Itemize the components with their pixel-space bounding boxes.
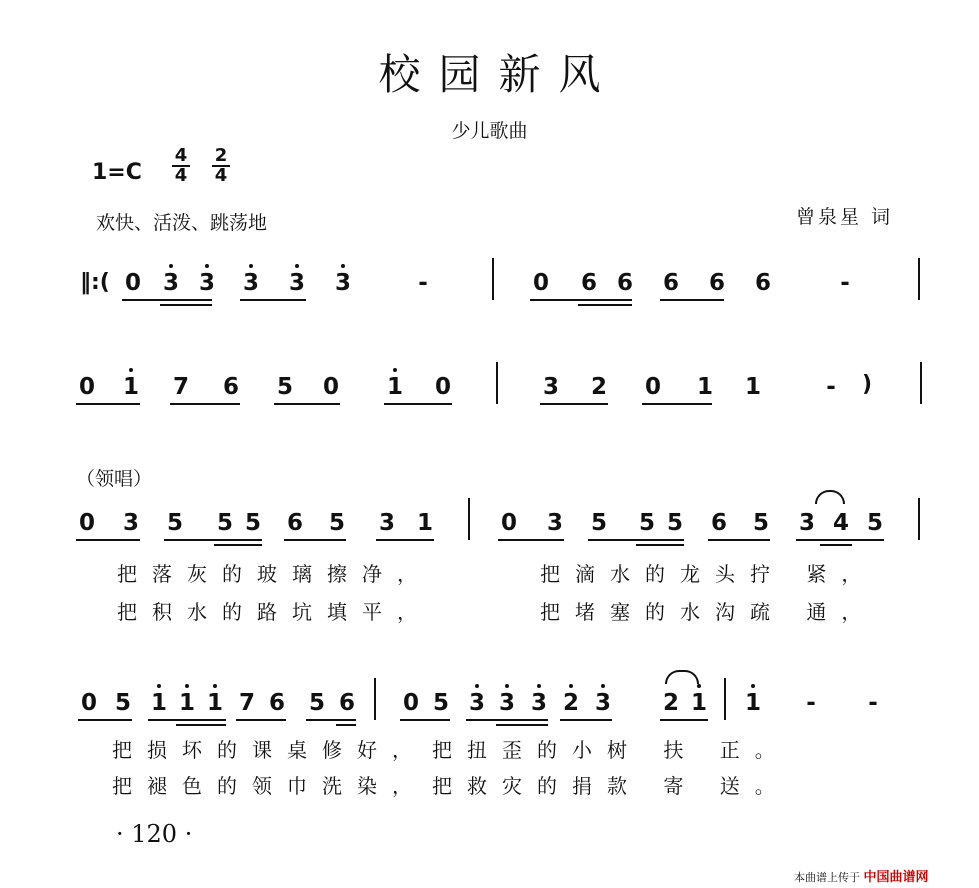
octave-dot: [129, 368, 133, 372]
note: 3: [288, 270, 305, 296]
time-signature-2-4: 2 4: [212, 148, 230, 184]
site-logo: 中国曲谱网: [863, 870, 929, 885]
key-signature: 1=C: [92, 160, 142, 185]
octave-dot: [601, 684, 605, 688]
note: 0: [80, 690, 97, 716]
note: 6: [222, 374, 239, 400]
song-title: 校园新风: [378, 50, 619, 99]
note: 0: [402, 690, 419, 716]
time-signature-4-4: 4 4: [172, 148, 190, 184]
note: 1: [178, 690, 195, 716]
note: 0: [500, 510, 517, 536]
beam-line: [274, 403, 340, 405]
slur-mark-2: [665, 670, 699, 684]
closing-paren: ): [862, 372, 873, 397]
beam-line: [76, 403, 140, 405]
octave-dot: [751, 684, 755, 688]
note: 1: [122, 374, 139, 400]
beam-line: [660, 719, 708, 721]
note: 0: [434, 374, 451, 400]
beam-line: [530, 299, 632, 301]
lyrics-l3-v2-right: 把堵塞的水沟疏 通，: [540, 600, 877, 624]
note: 3: [546, 510, 563, 536]
note: 6: [286, 510, 303, 536]
beam-line: [560, 719, 612, 721]
beam-line: [170, 403, 240, 405]
note: 3: [498, 690, 515, 716]
note: -: [418, 270, 428, 296]
note: 1: [696, 374, 713, 400]
note: 6: [754, 270, 771, 296]
beam-line: [160, 304, 212, 306]
beam-line: [498, 539, 564, 541]
repeat-start-sign: ‖:(: [80, 270, 110, 295]
score-line-2: [0, 372, 979, 412]
note: 0: [78, 374, 95, 400]
score-line-3: [0, 508, 979, 548]
lyrics-l3-v1-right: 把滴水的龙头拧 紧，: [540, 562, 877, 586]
octave-dot: [697, 684, 701, 688]
note: 1: [386, 374, 403, 400]
note: 1: [150, 690, 167, 716]
bar-line: [918, 258, 920, 300]
beam-line: [636, 544, 684, 546]
note: 7: [172, 374, 189, 400]
note: 2: [590, 374, 607, 400]
beam-line: [660, 299, 724, 301]
note: 1: [416, 510, 433, 536]
note: 6: [662, 270, 679, 296]
note: 3: [378, 510, 395, 536]
note: 3: [542, 374, 559, 400]
tempo-marking: 欢快、活泼、跳荡地: [96, 212, 268, 234]
note: 3: [198, 270, 215, 296]
page-number: · 120 ·: [116, 820, 193, 848]
beam-line: [214, 544, 262, 546]
lyrics-l4-v2b: 把救灾的捐款 寄 送。: [432, 774, 790, 798]
note: 0: [644, 374, 661, 400]
beam-line: [240, 299, 306, 301]
beam-line: [76, 539, 140, 541]
beam-line: [400, 719, 450, 721]
note: 5: [308, 690, 325, 716]
note: 5: [432, 690, 449, 716]
note: 3: [530, 690, 547, 716]
score-line-1: [0, 268, 979, 308]
note: 6: [580, 270, 597, 296]
note: 6: [710, 510, 727, 536]
octave-dot: [475, 684, 479, 688]
beam-line: [384, 403, 452, 405]
note: 5: [216, 510, 233, 536]
octave-dot: [157, 684, 161, 688]
note: 3: [594, 690, 611, 716]
bar-line: [918, 498, 920, 540]
beam-line: [148, 719, 226, 721]
octave-dot: [505, 684, 509, 688]
note: 0: [124, 270, 141, 296]
source-note: 本曲谱上传于 中国曲谱网: [794, 870, 929, 885]
beam-line: [466, 719, 548, 721]
note: 5: [328, 510, 345, 536]
bar-line: [468, 498, 470, 540]
slur-mark: [815, 490, 845, 504]
lyrics-l3-v1-left: 把落灰的玻璃擦净，: [117, 562, 432, 586]
note: -: [840, 270, 850, 296]
bar-line: [492, 258, 494, 300]
beam-line: [578, 304, 632, 306]
beam-line: [588, 539, 684, 541]
octave-dot: [213, 684, 217, 688]
note: -: [806, 690, 816, 716]
octave-dot: [295, 264, 299, 268]
beam-line: [336, 724, 356, 726]
note: 6: [268, 690, 285, 716]
note: 0: [322, 374, 339, 400]
note: 5: [244, 510, 261, 536]
note: 4: [832, 510, 849, 536]
beam-line: [820, 544, 852, 546]
octave-dot: [169, 264, 173, 268]
song-subtitle: 少儿歌曲: [451, 120, 528, 142]
beam-line: [642, 403, 712, 405]
octave-dot: [341, 264, 345, 268]
note: 7: [238, 690, 255, 716]
note: 2: [662, 690, 679, 716]
octave-dot: [569, 684, 573, 688]
lead-singer-marking: （领唱）: [76, 468, 153, 490]
beam-line: [176, 724, 226, 726]
note: 3: [122, 510, 139, 536]
octave-dot: [537, 684, 541, 688]
note: 5: [866, 510, 883, 536]
note: 0: [532, 270, 549, 296]
beam-line: [306, 719, 356, 721]
note: 6: [616, 270, 633, 296]
beam-line: [796, 539, 884, 541]
note: 3: [334, 270, 351, 296]
note: 1: [690, 690, 707, 716]
note: 0: [78, 510, 95, 536]
lyrics-l4-v1b: 把扭歪的小树 扶 正。: [432, 738, 790, 762]
note: 3: [242, 270, 259, 296]
beam-line: [496, 724, 548, 726]
octave-dot: [393, 368, 397, 372]
beam-line: [376, 539, 434, 541]
score-line-4: [0, 688, 979, 728]
beam-line: [540, 403, 608, 405]
lyrics-l4-v2: 把褪色的领巾洗染，: [112, 774, 427, 798]
note: 1: [744, 690, 761, 716]
note: 5: [114, 690, 131, 716]
lyricist: 曾泉星 词: [796, 206, 894, 228]
note: 5: [752, 510, 769, 536]
note: -: [826, 374, 836, 400]
note: 3: [798, 510, 815, 536]
note: 5: [166, 510, 183, 536]
note: 5: [638, 510, 655, 536]
note: 2: [562, 690, 579, 716]
beam-line: [164, 539, 262, 541]
note: 5: [276, 374, 293, 400]
bar-line: [724, 678, 726, 720]
note: 3: [162, 270, 179, 296]
octave-dot: [249, 264, 253, 268]
lyrics-l3-v2-left: 把积水的路坑填平，: [117, 600, 432, 624]
note: -: [868, 690, 878, 716]
bar-line: [920, 362, 922, 404]
octave-dot: [185, 684, 189, 688]
beam-line: [122, 299, 212, 301]
note: 5: [590, 510, 607, 536]
bar-line: [374, 678, 376, 720]
octave-dot: [205, 264, 209, 268]
bar-line: [496, 362, 498, 404]
note: 3: [468, 690, 485, 716]
beam-line: [708, 539, 770, 541]
note: 1: [744, 374, 761, 400]
beam-line: [236, 719, 286, 721]
note: 5: [666, 510, 683, 536]
lyrics-l4-v1: 把损坏的课桌修好，: [112, 738, 427, 762]
note: 6: [708, 270, 725, 296]
beam-line: [78, 719, 132, 721]
note: 1: [206, 690, 223, 716]
note: 6: [338, 690, 355, 716]
beam-line: [284, 539, 346, 541]
